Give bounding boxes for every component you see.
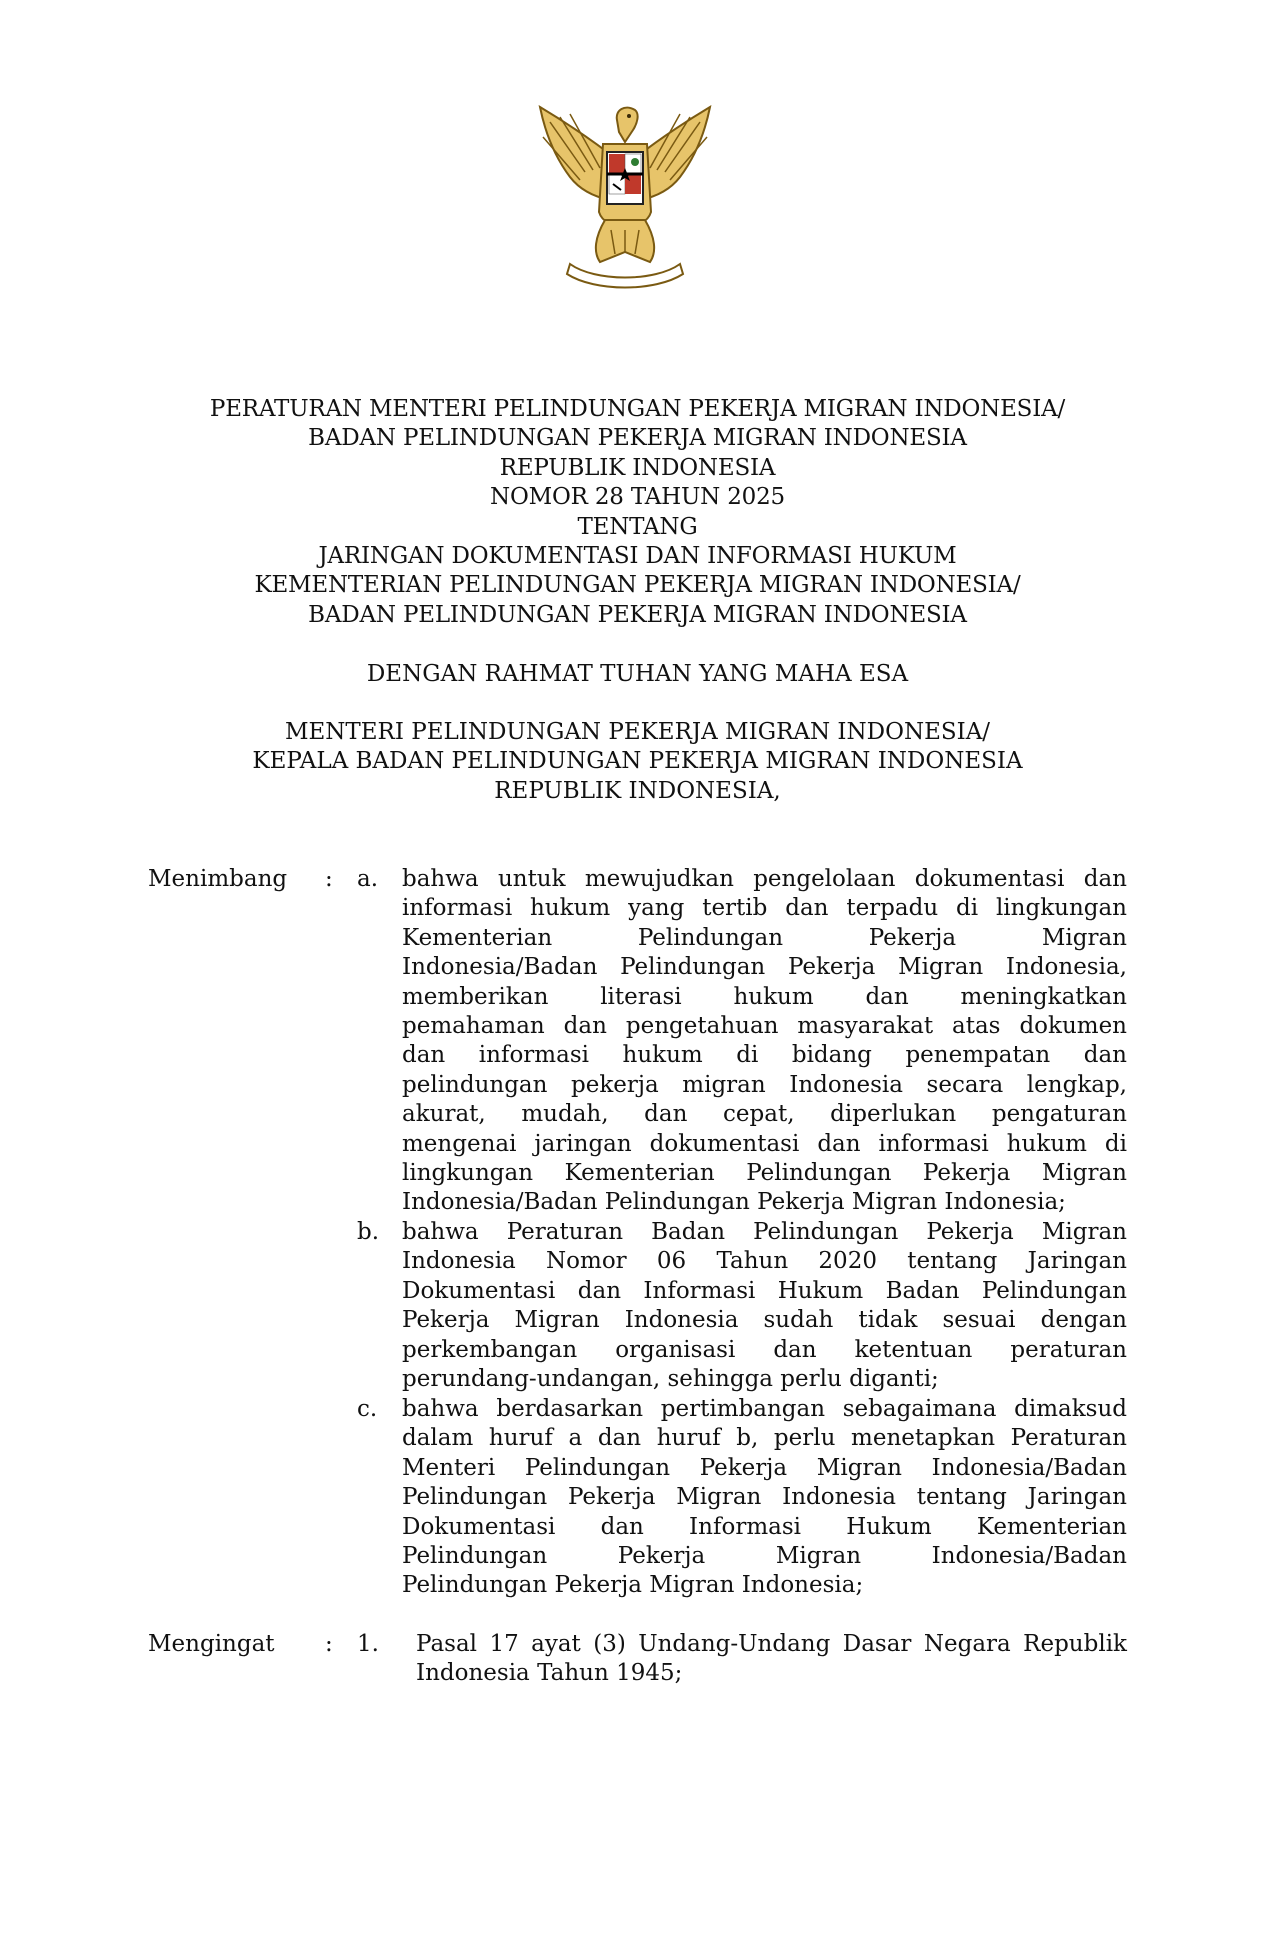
menimbang-item-marker: b. [357,1219,380,1245]
menimbang-item-a [402,865,1127,1218]
text-line: Dokumentasi dan Informasi Hukum Badan Pelindungan [402,1277,1127,1304]
title-line: JARINGAN DOKUMENTASI DAN INFORMASI HUKUM [318,543,957,570]
text-line: lingkungan Kementerian Pelindungan Pekerja Migran [402,1160,1127,1187]
text-line: Pelindungan Pekerja Migran Indonesia/Badan [402,1543,1127,1570]
text-line: bahwa Peraturan Badan Pelindungan Pekerja Migran [402,1219,1127,1245]
text-line: Indonesia Nomor 06 Tahun 2020 tentang Jaringan [402,1248,1127,1275]
text-line: mengenai jaringan dokumentasi dan informasi hukum di [402,1130,1127,1157]
text-line: Menteri Pelindungan Pekerja Migran Indonesia/Badan [402,1454,1127,1481]
menimbang-item-marker: a. [357,866,379,892]
text-line: Indonesia Tahun 1945; [416,1660,683,1687]
text-line: perkembangan organisasi dan ketentuan peraturan [402,1336,1127,1363]
title-line: KEMENTERIAN PELINDUNGAN PEKERJA MIGRAN INDONESIA/ [254,572,1021,599]
minister-line: KEPALA BADAN PELINDUNGAN PEKERJA MIGRAN INDONESIA [252,748,1023,775]
text-line: Indonesia/Badan Pelindungan Pekerja Migran Indonesia, [402,954,1127,981]
mengingat-label: Mengingat [148,1631,275,1657]
blessing-line: DENGAN RAHMAT TUHAN YANG MAHA ESA [366,661,909,687]
title-line: BADAN PELINDUNGAN PEKERJA MIGRAN INDONESIA [308,601,967,628]
title-line: NOMOR 28 TAHUN 2025 [490,484,785,511]
text-line: dan informasi hukum di bidang penempatan dan [402,1042,1127,1069]
menimbang-item-b [402,1218,1127,1394]
text-line: Pelindungan Pekerja Migran Indonesia tentang Jaringan [402,1484,1127,1511]
text-line: perundang-undangan, sehingga perlu diganti; [402,1366,939,1393]
menimbang-colon: : [325,866,333,892]
menimbang-item-c [402,1395,1127,1601]
mengingat-item-1 [416,1630,1127,1689]
mengingat-item-marker: 1. [357,1631,379,1657]
mengingat-colon: : [325,1631,333,1657]
text-line: Pekerja Migran Indonesia sudah tidak sesuai dengan [402,1307,1127,1334]
title-line: PERATURAN MENTERI PELINDUNGAN PEKERJA MIGRAN INDONESIA/ [209,396,1066,422]
text-line: akurat, mudah, dan cepat, diperlukan pengaturan [402,1101,1127,1128]
text-line: Pasal 17 ayat (3) Undang-Undang Dasar Negara Republik [416,1631,1127,1657]
text-line: Kementerian Pelindungan Pekerja Migran [402,924,1127,951]
text-line: dalam huruf a dan huruf b, perlu menetapkan Peraturan [402,1425,1127,1452]
menimbang-label: Menimbang [148,866,288,892]
text-line: bahwa untuk mewujudkan pengelolaan dokumentasi dan [402,866,1127,892]
menimbang-item-marker: c. [357,1396,378,1422]
title-line: BADAN PELINDUNGAN PEKERJA MIGRAN INDONESIA [308,425,967,452]
minister-title [0,718,1275,806]
text-line: informasi hukum yang tertib dan terpadu di lingkungan [402,895,1127,922]
title-line: TENTANG [577,513,698,540]
text-line: Pelindungan Pekerja Migran Indonesia; [402,1572,864,1599]
minister-line: MENTERI PELINDUNGAN PEKERJA MIGRAN INDONESIA/ [284,719,991,745]
text-line: Dokumentasi dan Informasi Hukum Kementerian [402,1513,1127,1540]
minister-line: REPUBLIK INDONESIA, [494,777,781,804]
text-line: pemahaman dan pengetahuan masyarakat atas dokumen [402,1013,1127,1040]
regulation-title [0,395,1275,630]
text-line: Indonesia/Badan Pelindungan Pekerja Migran Indonesia; [402,1189,1066,1216]
text-line: pelindungan pekerja migran Indonesia secara lengkap, [402,1071,1127,1098]
garuda-pancasila-emblem-icon [525,102,725,292]
title-line: REPUBLIK INDONESIA [499,454,776,481]
text-line: memberikan literasi hukum dan meningkatkan [402,983,1127,1010]
text-line: bahwa berdasarkan pertimbangan sebagaimana dimaksud [402,1396,1127,1422]
